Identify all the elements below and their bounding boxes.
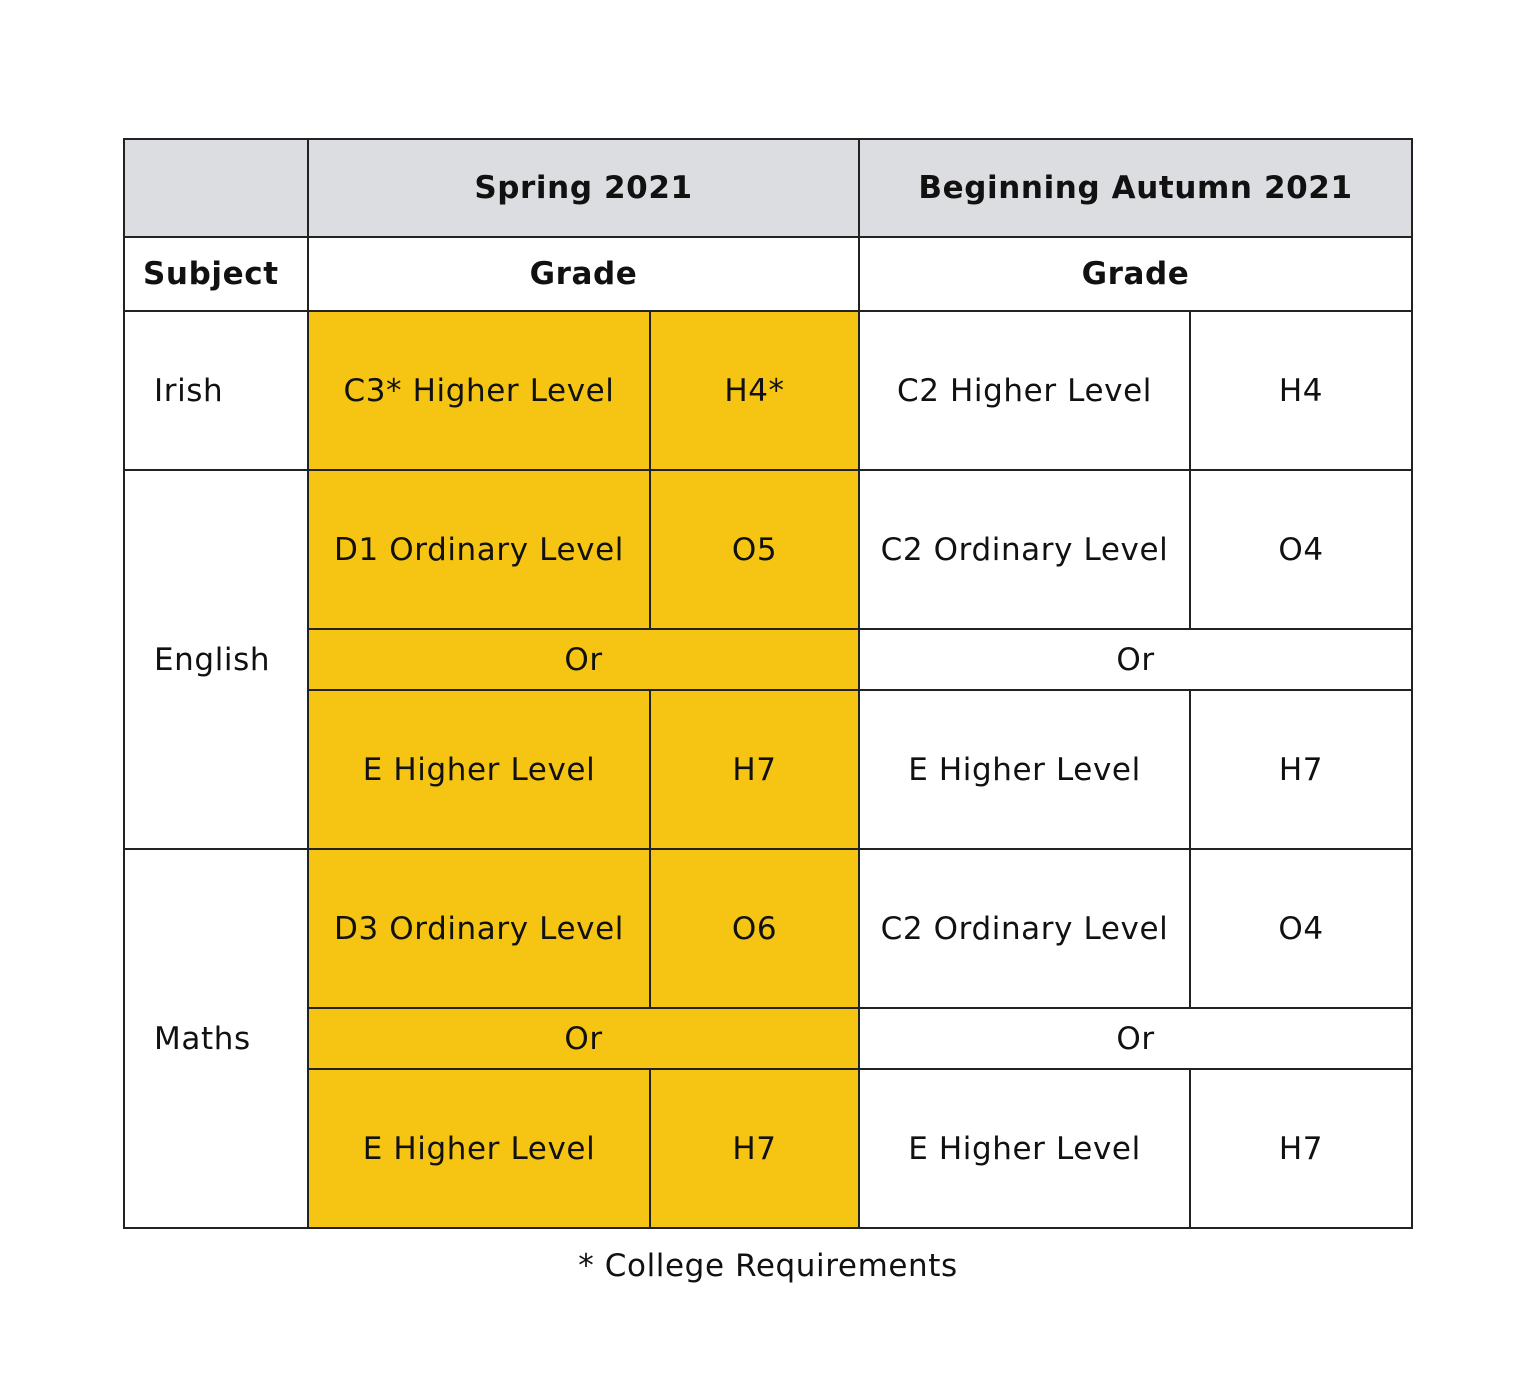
maths-spring-new-grade-1: O6 — [650, 849, 859, 1008]
footnote-college-requirements: * College Requirements — [578, 1248, 958, 1284]
grade-spring-header: Grade — [308, 237, 859, 311]
grade-autumn-header: Grade — [859, 237, 1412, 311]
header-spring-2021: Spring 2021 — [308, 139, 859, 237]
maths-autumn-old-grade-1: C2 Ordinary Level — [859, 849, 1190, 1008]
english-autumn-new-grade-1: O4 — [1190, 470, 1412, 629]
maths-spring-old-grade-1: D3 Ordinary Level — [308, 849, 650, 1008]
english-autumn-old-grade-1: C2 Ordinary Level — [859, 470, 1190, 629]
english-spring-old-grade-2: E Higher Level — [308, 690, 650, 849]
header-row — [124, 139, 1412, 237]
subject-column-header: Subject — [124, 237, 308, 311]
subject-irish: Irish — [124, 311, 308, 470]
grade-requirements-table-container — [123, 138, 1411, 1229]
table-row-english-option-1 — [124, 470, 1412, 629]
maths-autumn-new-grade-1: O4 — [1190, 849, 1412, 1008]
maths-spring-old-grade-2: E Higher Level — [308, 1069, 650, 1228]
subheader-row — [124, 237, 1412, 311]
maths-autumn-or: Or — [859, 1008, 1412, 1069]
table-row-english-or — [124, 629, 1412, 690]
irish-spring-old-grade: C3* Higher Level — [308, 311, 650, 470]
english-autumn-or: Or — [859, 629, 1412, 690]
subject-maths: Maths — [124, 849, 308, 1228]
english-spring-or: Or — [308, 629, 859, 690]
irish-spring-new-grade: H4* — [650, 311, 859, 470]
irish-autumn-old-grade: C2 Higher Level — [859, 311, 1190, 470]
table-row-maths-option-1 — [124, 849, 1412, 1008]
header-corner-cell — [124, 139, 308, 237]
english-autumn-new-grade-2: H7 — [1190, 690, 1412, 849]
grade-requirements-table — [123, 138, 1413, 1229]
maths-spring-or: Or — [308, 1008, 859, 1069]
irish-autumn-new-grade: H4 — [1190, 311, 1412, 470]
table-row-maths-option-2 — [124, 1069, 1412, 1228]
maths-autumn-new-grade-2: H7 — [1190, 1069, 1412, 1228]
english-spring-new-grade-2: H7 — [650, 690, 859, 849]
table-row-irish — [124, 311, 1412, 470]
maths-autumn-old-grade-2: E Higher Level — [859, 1069, 1190, 1228]
english-spring-old-grade-1: D1 Ordinary Level — [308, 470, 650, 629]
maths-spring-new-grade-2: H7 — [650, 1069, 859, 1228]
subject-english: English — [124, 470, 308, 849]
english-spring-new-grade-1: O5 — [650, 470, 859, 629]
table-row-english-option-2 — [124, 690, 1412, 849]
english-autumn-old-grade-2: E Higher Level — [859, 690, 1190, 849]
table-row-maths-or — [124, 1008, 1412, 1069]
header-autumn-2021: Beginning Autumn 2021 — [859, 139, 1412, 237]
